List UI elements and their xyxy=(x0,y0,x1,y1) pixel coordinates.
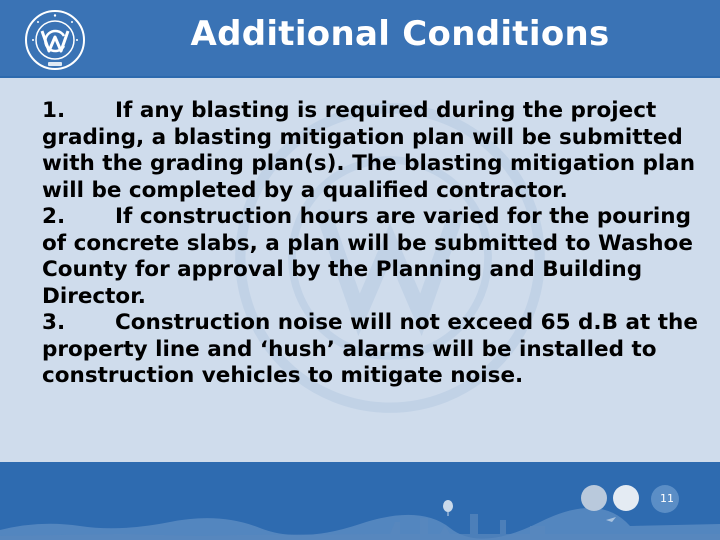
condition-text: If construction hours are varied for the pouring of concrete slabs, a plan will be submitted to Washoe County for approval by the Planning and Building Director. xyxy=(42,204,693,309)
footer-bar xyxy=(0,462,720,540)
page-number: 11 xyxy=(660,492,674,505)
condition-text: If any blasting is required during the project grading, a blasting mitigation plan will be submitted with the grading plan(s). The blasting mitigation plan will be completed by a qualified contractor. xyxy=(42,98,696,203)
city-skyline-graphic xyxy=(0,462,720,540)
county-seal-logo xyxy=(24,9,86,71)
condition-item-3 xyxy=(42,310,712,390)
condition-item-1 xyxy=(42,98,712,204)
conditions-list xyxy=(42,98,712,390)
condition-number: 3. xyxy=(42,310,66,335)
condition-item-2 xyxy=(42,204,712,310)
condition-number: 1. xyxy=(42,98,66,123)
condition-text: Construction noise will not exceed 65 d.B at the property line and ‘hush’ alarms will be installed to construction vehicles to mitigate noise. xyxy=(42,310,698,388)
header-bar xyxy=(0,0,720,76)
slide-title: Additional Conditions xyxy=(190,14,610,54)
content-area xyxy=(0,78,720,462)
condition-number: 2. xyxy=(42,204,66,229)
